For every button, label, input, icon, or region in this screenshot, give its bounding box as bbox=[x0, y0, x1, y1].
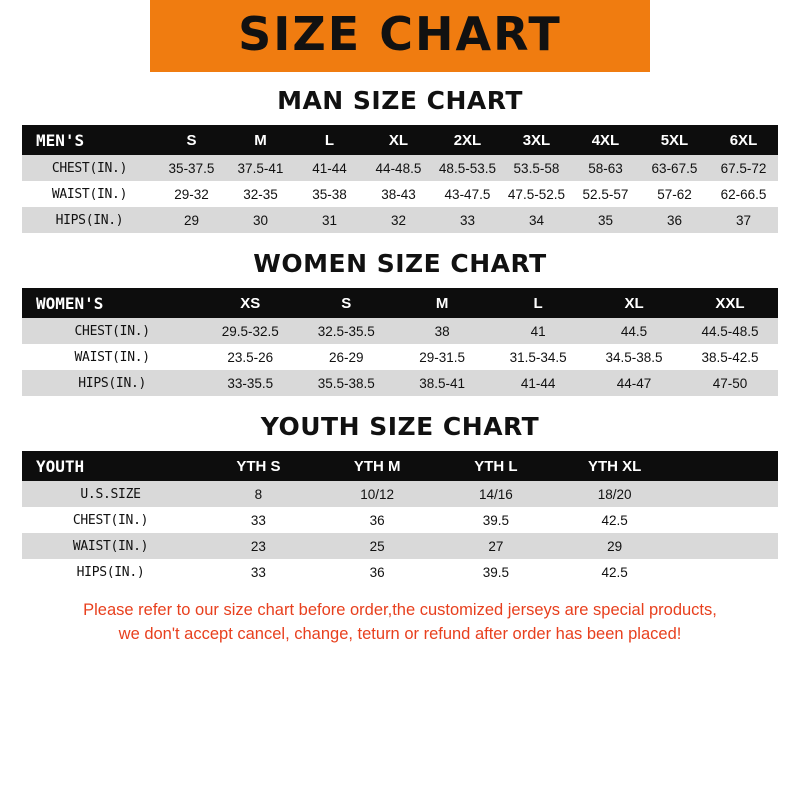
women-table-body bbox=[22, 318, 778, 396]
man-waist-6xl: 62-66.5 bbox=[709, 181, 778, 207]
man-waist-label: WAIST(IN.) bbox=[22, 181, 157, 207]
man-hips-s: 29 bbox=[157, 207, 226, 233]
man-waist-xl: 38-43 bbox=[364, 181, 433, 207]
man-waist-2xl: 43-47.5 bbox=[433, 181, 502, 207]
women-hips-m: 38.5-41 bbox=[394, 370, 490, 396]
table-header-row bbox=[22, 288, 778, 318]
youth-hips-label: HIPS(IN.) bbox=[22, 559, 199, 585]
women-col-xxl: XXL bbox=[715, 294, 745, 312]
youth-table-head bbox=[22, 451, 778, 481]
man-col-3xl: 3XL bbox=[522, 131, 551, 149]
man-chest-s: 35-37.5 bbox=[157, 155, 226, 181]
man-chest-m: 37.5-41 bbox=[226, 155, 295, 181]
women-col-xl: XL bbox=[624, 294, 644, 312]
women-waist-xl: 34.5-38.5 bbox=[586, 344, 682, 370]
women-hips-xl: 44-47 bbox=[586, 370, 682, 396]
man-hips-m: 30 bbox=[226, 207, 295, 233]
table-row bbox=[22, 533, 778, 559]
man-size-table bbox=[22, 125, 778, 233]
youth-hips-pad bbox=[674, 559, 778, 585]
women-chest-s: 32.5-35.5 bbox=[298, 318, 394, 344]
man-chest-6xl: 67.5-72 bbox=[709, 155, 778, 181]
man-col-s: S bbox=[186, 131, 197, 149]
youth-ussize-pad bbox=[674, 481, 778, 507]
header-right-fill bbox=[650, 0, 800, 72]
table-header-row bbox=[22, 125, 778, 155]
man-col-5xl: 5XL bbox=[660, 131, 689, 149]
man-chest-xl: 44-48.5 bbox=[364, 155, 433, 181]
women-waist-l: 31.5-34.5 bbox=[490, 344, 586, 370]
man-section-title: MAN SIZE CHART bbox=[277, 86, 523, 115]
man-table-head bbox=[22, 125, 778, 155]
youth-chest-s: 33 bbox=[199, 507, 318, 533]
youth-ussize-label: U.S.SIZE bbox=[22, 481, 199, 507]
man-waist-4xl: 52.5-57 bbox=[571, 181, 640, 207]
youth-hips-s: 33 bbox=[199, 559, 318, 585]
women-hips-l: 41-44 bbox=[490, 370, 586, 396]
man-col-xl: XL bbox=[388, 131, 409, 149]
women-table-head bbox=[22, 288, 778, 318]
youth-chest-m: 36 bbox=[318, 507, 437, 533]
footer-note bbox=[22, 599, 778, 647]
women-waist-xs: 23.5-26 bbox=[202, 344, 298, 370]
youth-ussize-m: 10/12 bbox=[318, 481, 437, 507]
youth-chest-label: CHEST(IN.) bbox=[22, 507, 199, 533]
table-row bbox=[22, 507, 778, 533]
footer-note-line1: Please refer to our size chart before order,the customized jerseys are special products, bbox=[83, 601, 717, 619]
man-chest-l: 41-44 bbox=[295, 155, 364, 181]
youth-chest-pad bbox=[674, 507, 778, 533]
man-hips-5xl: 36 bbox=[640, 207, 709, 233]
women-chest-l: 41 bbox=[490, 318, 586, 344]
man-chest-2xl: 48.5-53.5 bbox=[433, 155, 502, 181]
women-size-table bbox=[22, 288, 778, 396]
youth-waist-m: 25 bbox=[318, 533, 437, 559]
youth-col-l: YTH L bbox=[474, 457, 518, 475]
table-row bbox=[22, 318, 778, 344]
women-col-l: L bbox=[533, 294, 543, 312]
man-col-l: L bbox=[324, 131, 335, 149]
women-waist-s: 26-29 bbox=[298, 344, 394, 370]
youth-ussize-l: 14/16 bbox=[437, 481, 556, 507]
man-hips-label: HIPS(IN.) bbox=[22, 207, 157, 233]
man-hips-l: 31 bbox=[295, 207, 364, 233]
women-waist-xxl: 38.5-42.5 bbox=[682, 344, 778, 370]
women-col-s: S bbox=[341, 294, 352, 312]
man-col-2xl: 2XL bbox=[453, 131, 482, 149]
man-hips-2xl: 33 bbox=[433, 207, 502, 233]
women-chest-label: CHEST(IN.) bbox=[22, 318, 202, 344]
header-band bbox=[0, 0, 800, 72]
content bbox=[0, 86, 800, 647]
youth-waist-xl: 29 bbox=[555, 533, 674, 559]
man-hips-4xl: 35 bbox=[571, 207, 640, 233]
table-row bbox=[22, 181, 778, 207]
man-col-6xl: 6XL bbox=[729, 131, 758, 149]
man-chest-4xl: 58-63 bbox=[571, 155, 640, 181]
man-hips-xl: 32 bbox=[364, 207, 433, 233]
youth-hips-xl: 42.5 bbox=[555, 559, 674, 585]
youth-waist-label: WAIST(IN.) bbox=[22, 533, 199, 559]
table-row bbox=[22, 207, 778, 233]
youth-col-m: YTH M bbox=[353, 457, 401, 475]
table-row bbox=[22, 559, 778, 585]
table-row bbox=[22, 155, 778, 181]
youth-chest-l: 39.5 bbox=[437, 507, 556, 533]
man-chest-5xl: 63-67.5 bbox=[640, 155, 709, 181]
women-chest-xs: 29.5-32.5 bbox=[202, 318, 298, 344]
man-waist-3xl: 47.5-52.5 bbox=[502, 181, 571, 207]
man-col-4xl: 4XL bbox=[591, 131, 620, 149]
women-col-m: M bbox=[435, 294, 449, 312]
table-row bbox=[22, 370, 778, 396]
women-hips-label: HIPS(IN.) bbox=[22, 370, 202, 396]
women-section-title: WOMEN SIZE CHART bbox=[253, 249, 547, 278]
man-hips-6xl: 37 bbox=[709, 207, 778, 233]
youth-hips-m: 36 bbox=[318, 559, 437, 585]
table-row bbox=[22, 344, 778, 370]
youth-chest-xl: 42.5 bbox=[555, 507, 674, 533]
youth-row-label-header: YOUTH bbox=[36, 456, 85, 476]
man-waist-5xl: 57-62 bbox=[640, 181, 709, 207]
women-row-label-header: WOMEN'S bbox=[36, 293, 104, 313]
man-hips-3xl: 34 bbox=[502, 207, 571, 233]
youth-size-table bbox=[22, 451, 778, 585]
women-waist-m: 29-31.5 bbox=[394, 344, 490, 370]
youth-col-xl: YTH XL bbox=[587, 457, 642, 475]
youth-hips-l: 39.5 bbox=[437, 559, 556, 585]
page-title: SIZE CHART bbox=[238, 7, 562, 61]
women-col-xs: XS bbox=[240, 294, 261, 312]
man-waist-m: 32-35 bbox=[226, 181, 295, 207]
women-chest-xxl: 44.5-48.5 bbox=[682, 318, 778, 344]
table-row bbox=[22, 481, 778, 507]
youth-col-s: YTH S bbox=[236, 457, 281, 475]
youth-table-body bbox=[22, 481, 778, 585]
man-row-label-header: MEN'S bbox=[36, 130, 85, 150]
women-hips-xs: 33-35.5 bbox=[202, 370, 298, 396]
women-hips-xxl: 47-50 bbox=[682, 370, 778, 396]
youth-waist-s: 23 bbox=[199, 533, 318, 559]
youth-waist-l: 27 bbox=[437, 533, 556, 559]
man-waist-l: 35-38 bbox=[295, 181, 364, 207]
man-chest-label: CHEST(IN.) bbox=[22, 155, 157, 181]
table-header-row bbox=[22, 451, 778, 481]
women-chest-m: 38 bbox=[394, 318, 490, 344]
women-chest-xl: 44.5 bbox=[586, 318, 682, 344]
women-waist-label: WAIST(IN.) bbox=[22, 344, 202, 370]
header-left-fill bbox=[0, 0, 150, 72]
footer-note-line2: we don't accept cancel, change, teturn or refund after order has been placed! bbox=[118, 624, 682, 643]
man-col-m: M bbox=[254, 131, 267, 149]
youth-section-title: YOUTH SIZE CHART bbox=[260, 412, 540, 441]
man-table-body bbox=[22, 155, 778, 233]
man-waist-s: 29-32 bbox=[157, 181, 226, 207]
man-chest-3xl: 53.5-58 bbox=[502, 155, 571, 181]
youth-col-pad bbox=[674, 451, 778, 481]
youth-ussize-xl: 18/20 bbox=[555, 481, 674, 507]
youth-waist-pad bbox=[674, 533, 778, 559]
youth-ussize-s: 8 bbox=[199, 481, 318, 507]
women-hips-s: 35.5-38.5 bbox=[298, 370, 394, 396]
